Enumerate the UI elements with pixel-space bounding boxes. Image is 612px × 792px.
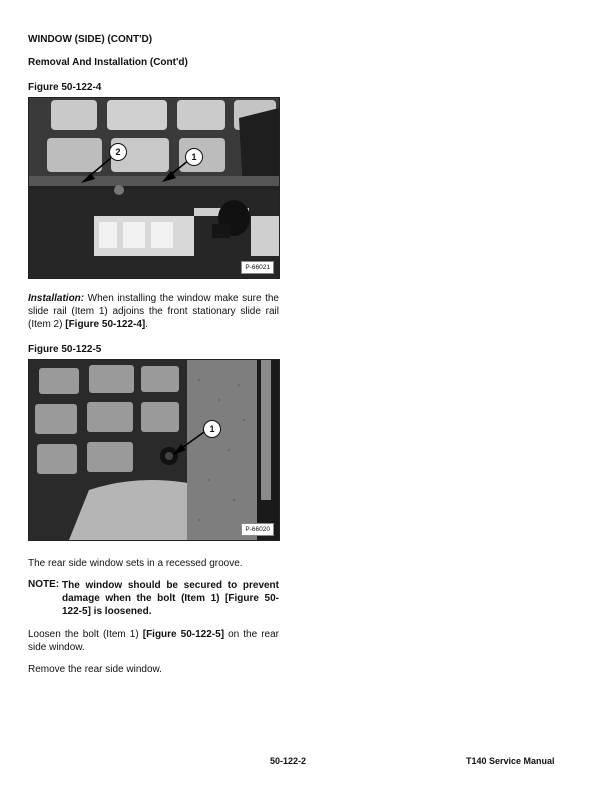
figure-caption-2: Figure 50-122-5 [28, 344, 102, 355]
figure-photo-1 [28, 97, 280, 279]
installation-text: When installing the window make sure the slide rail (Item 1) adjoins the front stationary slide rail (Item 2) [28, 293, 279, 330]
installation-end: . [145, 319, 149, 330]
photo-id-1: P-66021 [241, 261, 274, 274]
installation-lead: Installation: [28, 293, 85, 304]
loosen-paragraph [28, 628, 279, 654]
callout-item-1-fig2: 1 [203, 420, 221, 438]
figure-caption-1: Figure 50-122-4 [28, 82, 102, 93]
remove-paragraph: Remove the rear side window. [28, 664, 162, 675]
subsection-title: Removal And Installation (Cont'd) [28, 57, 188, 68]
rear-window-bolt-photo [29, 360, 279, 540]
section-title: WINDOW (SIDE) (CONT'D) [28, 34, 153, 45]
slide-rail-photo [29, 98, 279, 278]
photo-id-2: P-66020 [241, 523, 274, 536]
manual-title: T140 Service Manual [466, 756, 555, 766]
loosen-text-1: Loosen the bolt (Item 1) [28, 629, 143, 640]
page-number: 50-122-2 [270, 756, 307, 766]
callout-item-1: 1 [185, 148, 203, 166]
installation-figure-ref: [Figure 50-122-4] [65, 319, 146, 330]
loosen-figure-ref: [Figure 50-122-5] [142, 629, 225, 640]
note-text: The window should be secured to prevent damage when the bolt (Item 1) [Figure 50-122-5] is loosened. [62, 580, 279, 617]
installation-paragraph [28, 292, 279, 331]
figure-photo-2 [28, 359, 280, 541]
groove-paragraph: The rear side window sets in a recessed groove. [28, 558, 243, 569]
loosen-text-2: on the rear side window. [28, 629, 279, 653]
note-label: NOTE: [28, 579, 60, 590]
callout-item-2: 2 [109, 143, 127, 161]
